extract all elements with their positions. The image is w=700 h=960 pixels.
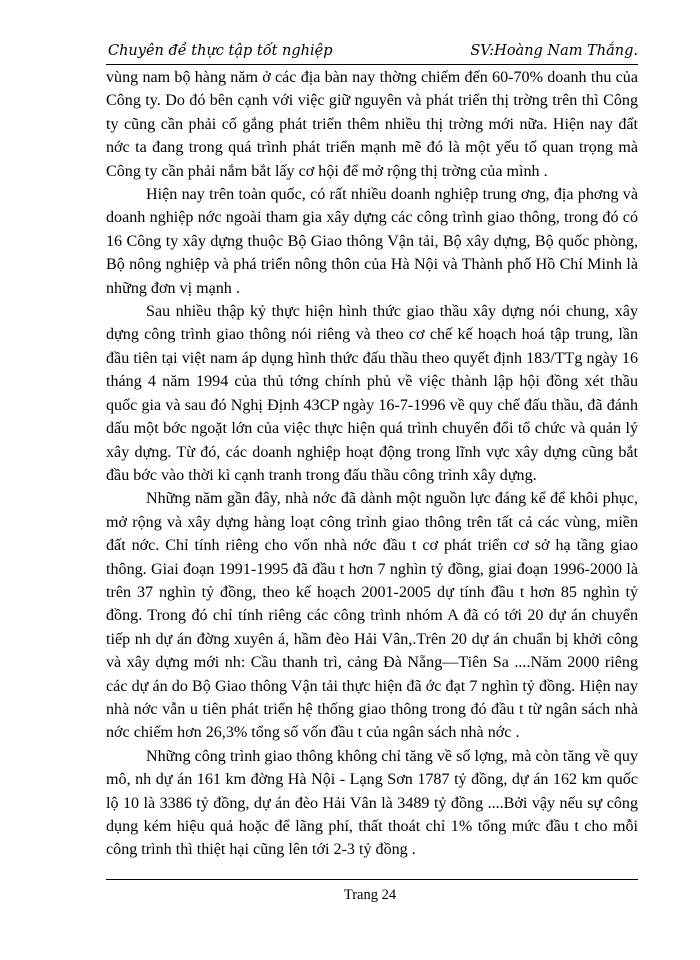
paragraph-4: Những năm gần đây, nhà nớc đã dành một nguồn lực đáng kể để khôi phục, mở rộng và xây dựng hàng loạt công trình giao thông trên tất cả các vùng, miền đất nớc. Chỉ tính riêng cho vốn nhà nớc đầu t cơ phát triển cơ sở hạ tầng giao thông. Giai đoạn 1991-1995 đã đầu t hơn 7 nghìn tỷ đồng, giai đoạn 1996-2000 là trên 37 nghìn tỷ đồng, theo kế hoạch 2001-2005 dự tính đầu t hơn 85 nghìn tỷ đồng. Trong đó chỉ tính riêng các công trình nhóm A đã có tới 20 dự án chuyển tiếp nh dự án đờng xuyên á, hầm đèo Hải Vân,.Trên 20 dự án chuẩn bị khởi công và xây dựng mới nh: Cầu thanh trì, cảng Đà Nẵng—Tiên Sa ....Năm 2000 riêng các dự án do Bộ Giao thông Vận tải thực hiện đã ớc đạt 7 nghìn tỷ đồng. Hiện nay nhà nớc vẫn u tiên phát triển hệ thống giao thông trong đó đầu t từ ngân sách nhà nớc chiếm hơn 26,3% tổng số vốn đầu t của ngân sách nhà nớc . [106, 490, 638, 742]
body-text [106, 66, 638, 862]
header-title: Chuyên đề thực tập tốt nghiệp [108, 43, 333, 59]
page-header [106, 38, 638, 65]
paragraph-1: vùng nam bộ hàng năm ở các địa bàn nay thờng chiếm đến 60-70% doanh thu của Công ty. Do đó bên cạnh với việc giữ nguyên và phát triển thị trờng trên thì Công ty cũng cần phải cố gắng phát triển thêm nhiều thị trờng mới nữa. Hiện nay đất nớc ta đang trong quá trình phát triển mạnh mẽ đó là một yếu tố quan trọng mà Công ty cần phải nắm bắt lấy cơ hội để mở rộng thị trờng của mình . [106, 69, 638, 180]
footer-divider [106, 879, 638, 880]
paragraph-3: Sau nhiều thập kỷ thực hiện hình thức giao thầu xây dựng nói chung, xây dựng công trình giao thông nói riêng và theo cơ chế kế hoạch hoá tập trung, lần đầu tiên tại việt nam áp dụng hình thức đấu thầu theo quyết định 183/TTg ngày 16 tháng 4 năm 1994 của thủ tớng chính phủ về việc thành lập hội đồng xét thầu quốc gia và sau đó Nghị Định 43CP ngày 16-7-1996 về quy chế đấu thầu, đã đánh dấu một bớc ngoặt lớn của việc thực hiện quá trình chuyển đổi tổ chức và quản lý xây dựng. Từ đó, các doanh nghiệp hoạt động trong lĩnh vực xây dựng cũng bắt đầu bớc vào thời kì cạnh tranh trong đấu thầu công trình xây dựng. [106, 303, 638, 484]
paragraph-2: Hiện nay trên toàn quốc, có rất nhiều doanh nghiệp trung ơng, địa phơng và doanh nghiệp nớc ngoài tham gia xây dựng các công trình giao thông, trong đó có 16 Công ty xây dựng thuộc Bộ Giao thông Vận tải, Bộ xây dựng, Bộ quốc phòng, Bộ nông nghiệp và phá triển nông thôn của Hà Nội và Thành phố Hồ Chí Minh là những đơn vị mạnh . [106, 186, 638, 297]
page-number: Trang 24 [343, 887, 397, 903]
header-author: SV:Hoàng Nam Thắng. [470, 43, 638, 59]
paragraph-5: Những công trình giao thông không chỉ tăng về số lợng, mà còn tăng về quy mô, nh dự án 161 km đờng Hà Nội - Lạng Sơn 1787 tỷ đồng, dự án 162 km quốc lộ 10 là 3386 tỷ đồng, dự án đèo Hải Vân là 3489 tỷ đồng ....Bởi vậy nếu sự công dụng kém hiệu quả hoặc để lãng phí, thất thoát chỉ 1% tổng mức đầu t cho mỗi công trình thì thiệt hại cũng lên tới 2-3 tỷ đồng . [106, 747, 638, 859]
